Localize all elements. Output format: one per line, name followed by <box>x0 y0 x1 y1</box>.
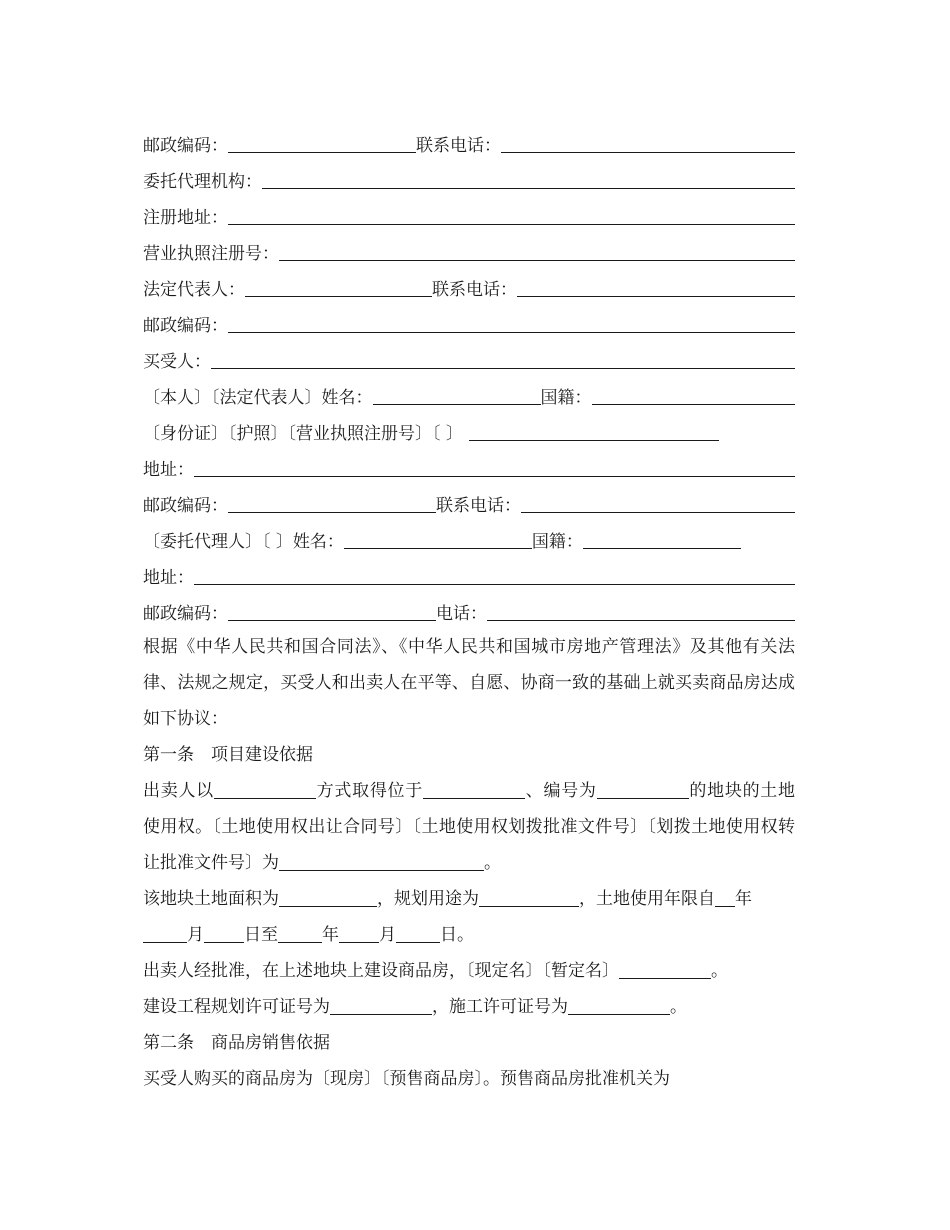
nationality-blank[interactable] <box>592 386 796 405</box>
a1p1-text-a: 出卖人以 <box>143 781 214 801</box>
agent-postcode-row <box>143 599 795 624</box>
agency-label: 委托代理机构： <box>143 172 262 192</box>
agent-label: 〔委托代理人〕〔 〕姓名： <box>143 532 344 552</box>
a1p2-text-e: 月 <box>187 925 204 945</box>
article1-paragraph3 <box>143 953 795 989</box>
buyer-phone-blank[interactable] <box>521 494 795 513</box>
buyer-person-row <box>143 383 795 408</box>
a1p2-text-b: ，规划用途为 <box>377 889 479 909</box>
parcel-number-blank[interactable] <box>597 780 689 799</box>
a1p2-text-a: 该地块土地面积为 <box>143 889 279 909</box>
phone-blank[interactable] <box>501 134 795 153</box>
legal-rep-row <box>143 275 795 300</box>
id-blank[interactable] <box>469 422 719 441</box>
legal-phone-label: 联系电话： <box>432 280 517 300</box>
postcode2-label: 邮政编码： <box>143 316 228 336</box>
buyer-postcode-row <box>143 491 795 516</box>
buyer-phone-label: 联系电话： <box>436 496 521 516</box>
land-use-blank[interactable] <box>479 888 579 907</box>
project-name-blank[interactable] <box>619 960 711 979</box>
a1p2-text-i: 日。 <box>440 925 474 945</box>
a1p1-text-c: 、编号为 <box>525 781 597 801</box>
a1p4-text-a: 建设工程规划许可证号为 <box>143 997 330 1017</box>
buyer-postcode-blank[interactable] <box>228 494 436 513</box>
location-blank[interactable] <box>423 780 525 799</box>
agent-address-blank[interactable] <box>194 566 795 585</box>
article1-paragraph1 <box>143 773 795 881</box>
agent-postcode-label: 邮政编码： <box>143 604 228 624</box>
end-day-blank[interactable] <box>396 924 440 943</box>
buyer-blank[interactable] <box>211 350 795 369</box>
agent-name-blank[interactable] <box>344 530 532 549</box>
person-name-blank[interactable] <box>373 386 541 405</box>
legal-rep-label: 法定代表人： <box>143 280 245 300</box>
a1p1-text-e: 。 <box>484 853 501 873</box>
a1p2-text-d: 年 <box>735 889 752 909</box>
intro-paragraph: 根据《中华人民共和国合同法》、《中华人民共和国城市房地产管理法》及其他有关法律、法规之规定，买受人和出卖人在平等、自愿、协商一致的基础上就买卖商品房达成如下协议： <box>143 637 795 729</box>
license-label: 营业执照注册号： <box>143 244 279 264</box>
phone-label: 联系电话： <box>416 136 501 156</box>
buyer-postcode-label: 邮政编码： <box>143 496 228 516</box>
a1p2-text-h: 月 <box>379 925 396 945</box>
buyer-label: 买受人： <box>143 352 211 372</box>
a1p1-text-b: 方式取得位于 <box>315 781 424 801</box>
a1p2-text-f: 日至 <box>244 925 278 945</box>
agency-blank[interactable] <box>262 170 795 189</box>
end-month-blank[interactable] <box>339 924 379 943</box>
id-label: 〔身份证〕〔护照〕〔营业执照注册号〕〔 〕 <box>143 424 463 444</box>
end-year-blank[interactable] <box>278 924 322 943</box>
seller-postcode-row <box>143 131 795 156</box>
buyer-id-row <box>143 419 795 444</box>
reg-address-row <box>143 203 795 228</box>
license-blank[interactable] <box>279 242 795 261</box>
agent-phone-label: 电话： <box>436 604 487 624</box>
postcode-label: 邮政编码： <box>143 136 228 156</box>
a1p2-text-c: ，土地使用年限自 <box>579 889 715 909</box>
method-blank[interactable] <box>214 780 316 799</box>
article2-paragraph1: 买受人购买的商品房为〔现房〕〔预售商品房〕。预售商品房批准机关为 <box>143 1069 670 1089</box>
agency-row <box>143 167 795 192</box>
contract-page <box>143 131 795 1097</box>
land-area-blank[interactable] <box>279 888 377 907</box>
postcode2-blank[interactable] <box>228 314 795 333</box>
agent-row <box>143 527 795 552</box>
land-doc-number-blank[interactable] <box>279 852 484 871</box>
agent-postcode-blank[interactable] <box>228 602 436 621</box>
agent-nationality-blank[interactable] <box>583 530 741 549</box>
buyer-address-row <box>143 455 795 480</box>
buyer-row <box>143 347 795 372</box>
address-label: 地址： <box>143 460 194 480</box>
a1p4-text-c: 。 <box>670 997 687 1017</box>
article1-paragraph2 <box>143 881 795 953</box>
license-row <box>143 239 795 264</box>
start-day-blank[interactable] <box>204 924 244 943</box>
agent-address-label: 地址： <box>143 568 194 588</box>
nationality-label: 国籍： <box>540 388 592 408</box>
agent-nationality-label: 国籍： <box>531 532 583 552</box>
agent-address-row <box>143 563 795 588</box>
a1p4-text-b: ，施工许可证号为 <box>432 997 568 1017</box>
article2-heading: 第二条 商品房销售依据 <box>143 1033 330 1053</box>
start-month-blank[interactable] <box>143 924 187 943</box>
legal-rep-blank[interactable] <box>245 278 432 297</box>
agent-phone-blank[interactable] <box>487 602 795 621</box>
postcode-blank[interactable] <box>228 134 416 153</box>
a1p1-text-d: 的地块的土地使用权。〔土地使用权出让合同号〕〔土地使用权划拨批准文件号〕〔划拨土地使用权转让批准文件号〕为 <box>143 781 796 873</box>
a1p3-text-b: 。 <box>711 961 728 981</box>
planning-permit-blank[interactable] <box>330 996 432 1015</box>
a1p2-text-g: 年 <box>322 925 339 945</box>
start-year-blank[interactable] <box>715 888 735 907</box>
reg-address-blank[interactable] <box>228 206 795 225</box>
person-label: 〔本人〕〔法定代表人〕姓名： <box>143 388 373 408</box>
article1-paragraph4 <box>143 989 795 1025</box>
seller-postcode2-row <box>143 311 795 336</box>
a1p3-text-a: 出卖人经批准，在上述地块上建设商品房，〔现定名〕〔暂定名〕 <box>143 961 619 981</box>
reg-address-label: 注册地址： <box>143 208 228 228</box>
article1-heading: 第一条 项目建设依据 <box>143 745 313 765</box>
construction-permit-blank[interactable] <box>568 996 670 1015</box>
legal-phone-blank[interactable] <box>517 278 795 297</box>
address-blank[interactable] <box>194 458 795 477</box>
